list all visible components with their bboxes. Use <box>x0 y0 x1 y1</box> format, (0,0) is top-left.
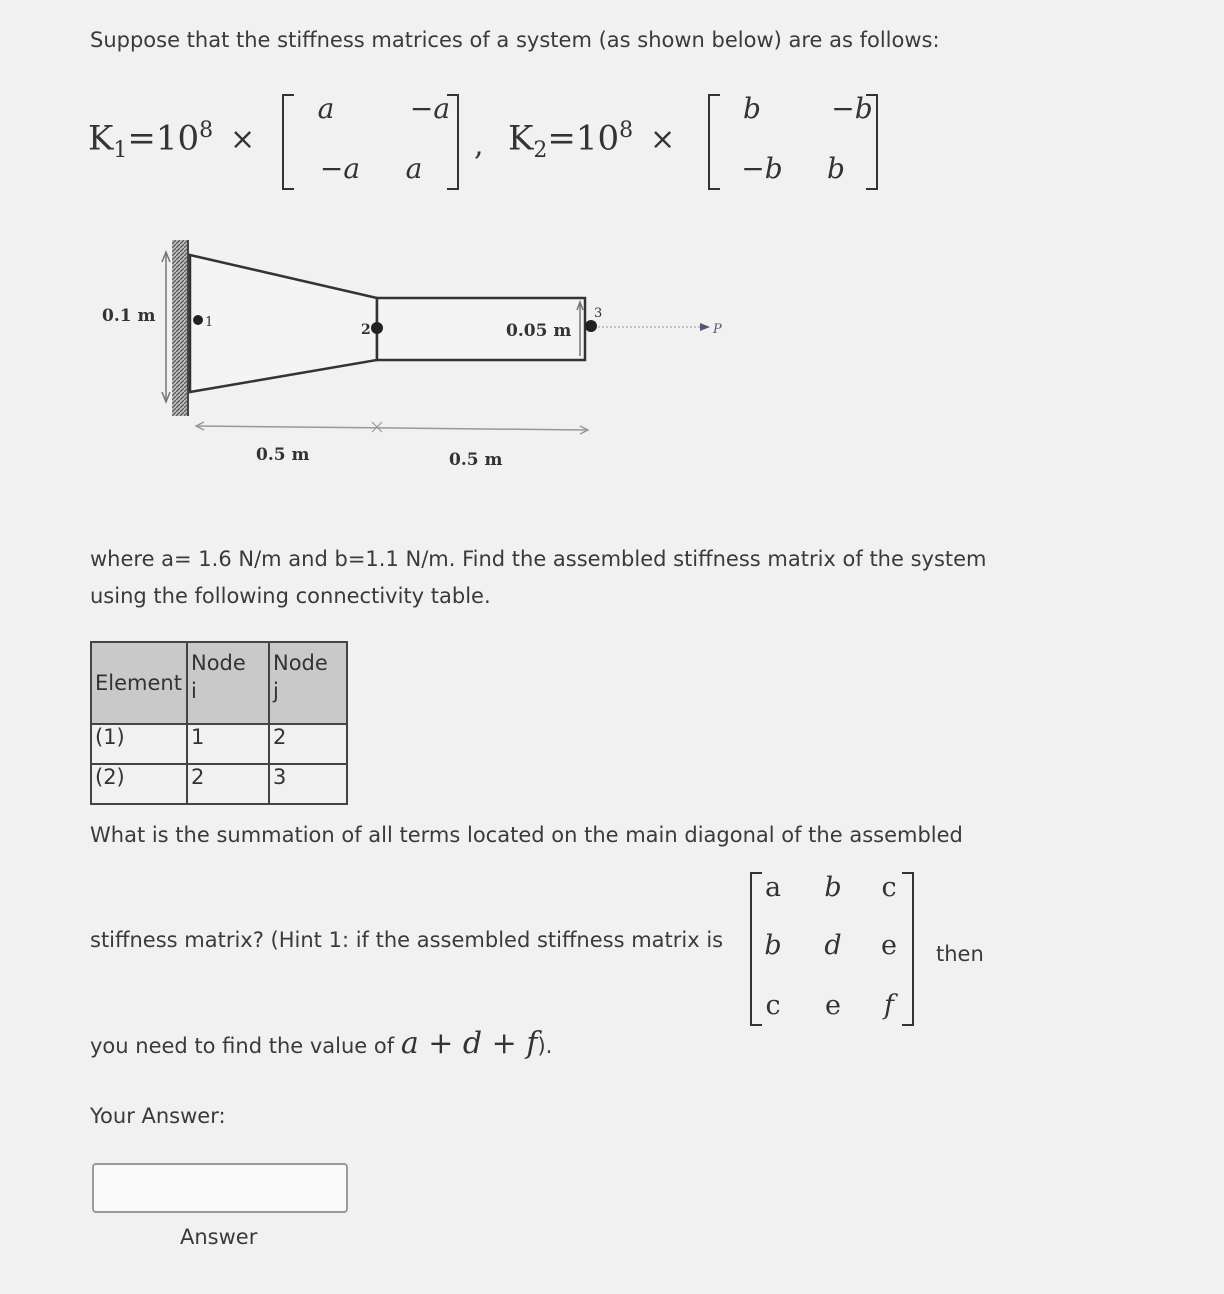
row-2-node-i: 2 <box>187 764 269 804</box>
k2-m11: b <box>743 92 761 125</box>
hint-a32: e <box>825 990 841 1021</box>
hint-a31: c <box>765 990 781 1021</box>
hint-a11: a <box>764 872 782 903</box>
hint-a21: b <box>764 930 782 961</box>
k2-m21: −b <box>741 152 783 185</box>
answer-button[interactable]: Answer <box>180 1225 258 1249</box>
ask-line-3: you need to find the value of a + d + f). <box>90 1026 553 1061</box>
sum-expression: a + d + f <box>400 1026 538 1061</box>
table-row <box>91 724 347 764</box>
k1-m11: a <box>317 92 335 125</box>
k2-prefix: $K_2=10^8$ × <box>508 118 676 164</box>
header-element: Element <box>91 642 187 724</box>
row-2-element: (2) <box>91 764 187 804</box>
fixed-wall <box>172 240 188 416</box>
length-2-label: 0.5 m <box>449 450 503 470</box>
given-line-1: where a= 1.6 N/m and b=1.1 N/m. Find the assembled stiffness matrix of the system <box>90 547 987 571</box>
header-node-i: Node i <box>187 642 269 724</box>
bar-diagram <box>0 0 1224 520</box>
answer-input[interactable] <box>92 1163 348 1213</box>
length-1-label: 0.5 m <box>256 445 310 465</box>
node-2-marker <box>371 322 383 334</box>
node-3-marker <box>585 320 597 332</box>
k1-prefix: $K_1=10^8$ × <box>88 118 256 164</box>
row-1-node-i: 1 <box>187 724 269 764</box>
matrix-separator: , <box>474 128 484 163</box>
hint-a23: e <box>881 930 897 961</box>
table-row <box>91 764 347 804</box>
hint-a22: d <box>824 930 842 961</box>
k1-m22: a <box>405 152 423 185</box>
node-2-label: 2 <box>361 322 371 338</box>
length-dimension <box>196 426 588 430</box>
row-1-node-j: 2 <box>269 724 347 764</box>
your-answer-label: Your Answer: <box>90 1104 226 1128</box>
node-1-marker <box>193 315 203 325</box>
hint-a13: c <box>881 872 897 903</box>
load-label: P <box>713 322 722 337</box>
connectivity-table <box>90 641 348 805</box>
hint-a12: b <box>824 872 842 903</box>
given-line-2: using the following connectivity table. <box>90 584 491 608</box>
k2-m22: b <box>827 152 845 185</box>
header-node-j: Node j <box>269 642 347 724</box>
k2-m12: −b <box>831 92 873 125</box>
ask-line-2: stiffness matrix? (Hint 1: if the assembled stiffness matrix is <box>90 928 724 952</box>
node-1-label: 1 <box>205 315 214 330</box>
ask-line-1: What is the summation of all terms located on the main diagonal of the assembled <box>90 823 963 847</box>
row-1-element: (1) <box>91 724 187 764</box>
ask-then: then <box>936 942 984 966</box>
intro-text: Suppose that the stiffness matrices of a system (as shown below) are as follows: <box>90 28 940 52</box>
tapered-element-1 <box>190 255 377 392</box>
hint-a33: f <box>884 990 894 1021</box>
height-label: 0.1 m <box>102 306 156 326</box>
k1-m12: −a <box>409 92 451 125</box>
width-label: 0.05 m <box>506 321 572 341</box>
table-header-row <box>91 642 347 724</box>
k1-m21: −a <box>319 152 361 185</box>
row-2-node-j: 3 <box>269 764 347 804</box>
node-3-label: 3 <box>594 306 603 321</box>
load-arrow-icon <box>700 323 710 331</box>
